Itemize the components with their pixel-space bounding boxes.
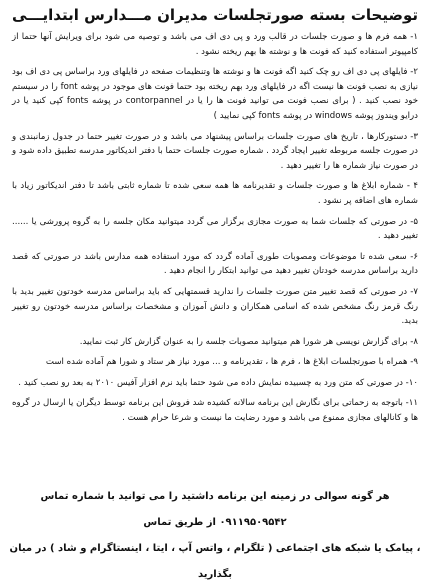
item-number: ۸- [410,336,418,347]
list-item [12,130,418,174]
contact-line-1: هر گونه سوالی در زمینه این برنامه داشتید را می توانید با شماره تماس ۰۹۱۱۹۵۰۹۵۴۲ از طریق تماس [40,491,390,528]
item-text: برای گزارش نویسی هر شورا هم میتوانید مصوبات جلسه را به عنوان گزارش کار ثبت نمایید. [79,336,408,347]
item-number: ۷- [410,286,418,297]
item-number: ۱- [410,32,418,42]
contact-footer [8,484,422,588]
list-item [12,285,418,329]
item-text: همراه با صورتجلسات ابلاغ ها ، فرم ها ، تقدیرنامه و ... مورد نیاز هر ستاد و شورا هم آماده شده است [45,357,408,368]
item-number: ۲- [410,67,418,78]
item-number: ۴ - [406,181,419,192]
item-text: در صورتی که جلسات شما به صورت مجازی برگزار می گردد میتوانید مکان جلسه را به گروه پرورشی یا ...... تغییر دهید . [12,216,418,242]
item-text: شماره ابلاغ ها و صورت جلسات و تقدیرنامه ها همه سعی شده تا شماره ثابتی باشد تا دفتر اندیکاتور زیاد با شماره های اضافه پر نشود . [12,181,418,206]
item-number: ۹- [410,357,418,368]
list-item [12,65,418,123]
contact-line-2: ، پیامک یا شبکه های اجتماعی ( تلگرام ، واتس آپ ، ایتا ، اینستاگرام و شاد ) در میان بگذارید [9,543,421,580]
list-item [12,250,418,279]
item-number: ۵- [410,216,418,227]
list-item [12,179,418,208]
list-item [12,215,418,244]
list-item [12,376,418,391]
item-text: در صورتی که قصد تغییر متن صورت جلسات را ندارید قسمتهایی که باید براساس مدرسه خودتون تغییر بدید با رنگ قرمز رنگ مشخص شده که اسامی همکاران و دانش آموزان و مشخصات براساس مدرسه خودتون رو تغییر بدید. [12,286,418,327]
list-item [12,30,418,59]
item-text: فایلهای پی دی اف رو چک کنید اگه فونت ها و نوشته ها وتنظیمات صفحه در فایلهای ورد براساس پی دی اف بود نیازی به نصب فونت ها نیست اگه در فایلهای ورد بهم ریخته بود حتما فونت های موجود در پوشه font را در سیستم خود نصب کنید . ( برای نصب فونت می توانید فونت ها را یا در contorpannel در پوشه fonts کپی کنید یا در درایو ویندوز پوشه windows در پوشه fonts کپی نمایید ) [12,67,419,121]
list-item [12,355,418,370]
list-item [12,396,418,425]
list-item [12,335,418,350]
item-text: در صورتی که متن ورد به چسبیده نمایش داده می شود حتما باید نرم افزار آفیس ۲۰۱۰ به بعد رو نصب کنید . [18,377,403,388]
item-number: ۱۰- [405,377,418,388]
document-title: توضیحات بسته صورتجلسات مدیران مـــدارس ابتدایـــی [11,6,418,24]
item-text: دستورکارها ، تاریخ های صورت جلسات براساس پیشنهاد می باشد و در صورت تغییر حتما در جدول زمانبندی و در صورت جلسه مربوطه تغییر ایجاد گردد . شماره صورت جلسات حتما با دفتر اندیکاتور مدرسه تطبیق داده شود و در صورت نیاز شماره ها را تغییر دهید . [12,131,418,171]
item-text: همه فرم ها و صورت جلسات در قالب ورد و پی دی اف می باشد و توصیه می شود برای ویرایش آنها حتما از کامپیوتر استفاده کنید که فونت ها و نوشته ها بهم ریخته نشود . [12,32,418,57]
item-text: باتوجه به زحماتی برای نگارش این برنامه سالانه کشیده شد فروش این برنامه توسط دیگران یا ارسال در گروه ها و کانالهای مجازی ممنوع می باشد و مورد رضایت ما نیست و شرعا حرام هست . [12,398,418,424]
item-number: ۱۱- [405,398,419,409]
item-text: سعی شده تا موضوعات ومصوبات طوری آماده گردد که مورد استفاده همه مدارس باشد در صورتی که قصد دارید براساس مدرسه خودتان تغییر دهید می توانید ابتکار را انجام دهید . [12,251,418,277]
item-number: ۶- [410,251,418,262]
item-number: ۳- [410,131,418,142]
instructions-list [12,30,418,426]
